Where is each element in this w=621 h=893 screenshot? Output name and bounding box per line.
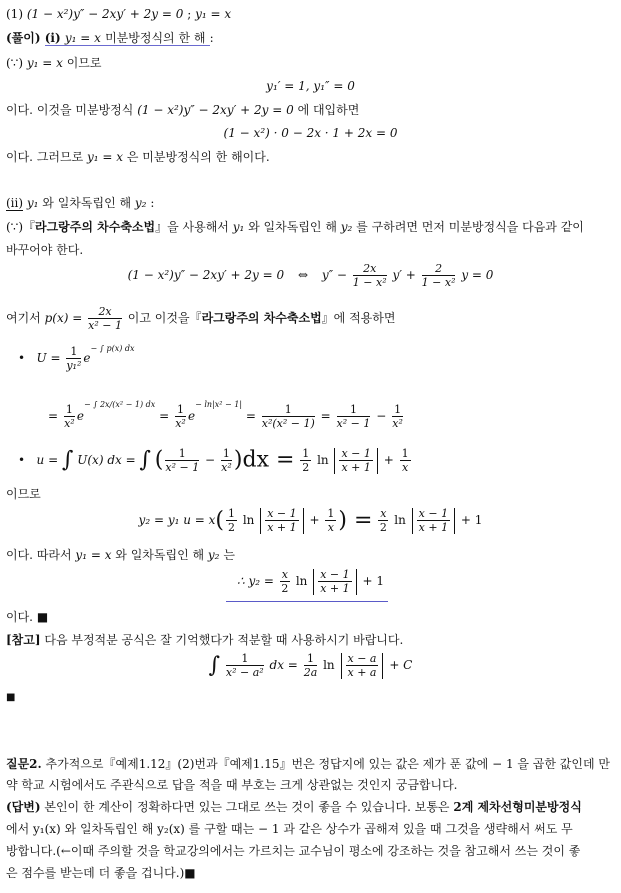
reference-formula: ∫ $\frac{1}{\text{x² − a²}}$ dx = $\frac{1}{2a}$ ln $\frac{x - a}{x + a}$ + C [208, 652, 413, 679]
standard-form-equation: (1 − x²)y″ − 2xy′ + 2y = 0 ⇔ y″ − $\frac{2x}{\text{1 − x²}}$ y′ + $\frac{2}{\text{1 − x²}}$ y = 0 [127, 262, 494, 289]
answer-line-1: (답변) 본인이 한 계산이 정확하다면 있는 그대로 쓰는 것이 좋을 수 있습니다. 보통은 2계 제차선형미분방정식 [6, 800, 582, 814]
final-intro-line: 이다. 따라서 y₁ = x 와 일차독립인 해 y₂ 는 [6, 548, 235, 562]
since-symbol: (∵) [6, 56, 23, 70]
fraction: $\frac{x - a}{x + a}$ [347, 652, 377, 679]
answer-line-3: 방합니다.(←이때 주의할 것을 학교강의에서는 가르치는 교수님이 평소에 강조하는 것을 참고해서 쓰는 것이 좋 [6, 844, 581, 858]
fraction: $\frac{x - 1}{x + 1}$ [418, 507, 449, 534]
transform-line: 바꾸어야 한다. [6, 243, 84, 257]
end-mark: ■ [6, 692, 16, 703]
therefore-line: 이므로 [6, 487, 41, 501]
substituted-equation: (1 − x²) · 0 − 2x · 1 + 2x = 0 [223, 126, 398, 140]
U-expansion: = $\frac{1}{\text{x²}}$ $e^{- \int 2x/(x^2 - 1) dx}$ = $\frac{1}{\text{x²}}$ $e^{- ln|x^2 - 1|}$ = $\frac{1}{\text{x²(x² − 1)}}$ = $\frac{1}{\text{x² − 1}}$ − $\frac{1}{\text{x²}}$ [48, 400, 403, 430]
fraction: $\frac{1}{2}$ [302, 447, 310, 474]
solution-label: (풀이) [6, 31, 41, 45]
fraction: $\frac{1}{x}$ [401, 447, 409, 474]
answer-line-4: 은 점수를 받는데 더 좋을 겁니다.)■ [6, 866, 196, 880]
fraction: $\frac{2}{\text{1 − x²}}$ [421, 262, 456, 289]
since-line [6, 55, 101, 71]
fraction: $\frac{1}{2a}$ [303, 652, 318, 679]
problem-line [6, 6, 231, 22]
since-tail: 이므로 [66, 56, 102, 70]
fraction: $\frac{1}{\text{x²}}$ [64, 403, 75, 430]
final-answer: ∴ y₂ = $\frac{x}{2}$ ln $\frac{x - 1}{x + 1}$ + 1 [237, 568, 384, 595]
fraction: $\frac{1}{\text{x² − 1}}$ [165, 447, 200, 474]
problem-number: (1) [6, 7, 23, 21]
U-equation: • U = $\frac{1}{\text{y₁²}}$ $e^{- \int p(x) dx}$ [18, 344, 135, 372]
substitute-line: 이다. 이것을 미분방정식 (1 − x²)y″ − 2xy′ + 2y = 0 에 대입하면 [6, 103, 360, 117]
y1-equals-x: y₁ = x [26, 56, 63, 70]
conclusion-i-line: 이다. 그러므로 y₁ = x 은 미분방정식의 한 해이다. [6, 150, 270, 164]
fraction: $\frac{1}{\text{x²}}$ [221, 447, 232, 474]
fraction: $\frac{1}{\text{x² − a²}}$ [225, 652, 264, 679]
fraction: $\frac{1}{x}$ [327, 507, 335, 534]
fraction: $\frac{x - 1}{x + 1}$ [341, 447, 371, 474]
question-line-2: 약 학교 시험에서도 주관식으로 답을 적을 때 부호는 크게 상관없는 것인지 궁금합니다. [6, 778, 458, 792]
part-ii-heading: (ii) y₁ 와 일차독립인 해 y₂ : [6, 196, 155, 210]
fraction: $\frac{x - 1}{x + 1}$ [320, 568, 350, 595]
fraction: $\frac{1}{\text{y₁²}}$ [66, 345, 82, 372]
fraction: $\frac{1}{\text{x²}}$ [175, 403, 186, 430]
fraction: $\frac{1}{2}$ [228, 507, 235, 534]
lagrange-line: (∵)『라그랑주의 차수축소법』을 사용해서 y₁ 와 일차독립인 해 y₂ 를 구하려면 먼저 미분방정식을 다음과 같이 [6, 220, 584, 234]
problem-equation: (1 − x²)y″ − 2xy′ + 2y = 0 [26, 7, 184, 21]
end-of-solution: 이다. ■ [6, 610, 49, 624]
reference-line: [참고] 다음 부정적분 공식은 잘 기억했다가 적분할 때 사용하시기 바랍니다. [6, 633, 404, 647]
fraction: $\frac{x}{2}$ [379, 507, 387, 534]
u-equation: • u = ∫ U(x) dx = ∫ ( $\frac{1}{\text{x² − 1}}$ − $\frac{1}{\text{x²}}$ )dx = $\frac{1}{2}$ ln $\frac{x - 1}{x + 1}$ + $\frac{1}{x}$ [18, 447, 409, 474]
p-definition-line: 여기서 p(x) = $\frac{2x}{\text{x² − 1}}$ 이고 이것을『라그랑주의 차수축소법』에 적용하면 [6, 305, 396, 332]
fraction: $\frac{x - 1}{x + 1}$ [267, 507, 297, 534]
answer-line-2: 에서 y₁(x) 와 일차독립인 해 y₂(x) 를 구할 때는 − 1 과 같은 상수가 곱해져 있을 때 그것을 생략해서 써도 무 [6, 822, 573, 836]
fraction: $\frac{2x}{\text{x² − 1}}$ [88, 305, 122, 332]
answer-underline [226, 601, 388, 602]
y2-derivation: y₂ = y₁ u = x( $\frac{1}{2}$ ln $\frac{x - 1}{x + 1}$ + $\frac{1}{x}$ ) = $\frac{x}{2}$ ln $\frac{x - 1}{x + 1}$ + 1 [138, 507, 483, 534]
problem-y1: y₁ = x [195, 7, 232, 21]
fraction: $\frac{1}{\text{x²(x² − 1)}}$ [261, 403, 315, 430]
fraction: $\frac{x}{2}$ [281, 568, 289, 595]
fraction: $\frac{2x}{\text{1 − x²}}$ [352, 262, 387, 289]
solution-heading: (풀이) (i) y₁ = x 미분방정식의 한 해 : [6, 31, 214, 45]
question-line-1: 질문2. 추가적으로『예제1.12』(2)번과『예제1.15』번은 정답지에 있는 값은 제가 푼 값에 − 1 을 곱한 값인데 만 [6, 757, 610, 771]
problem-separator: ; [187, 7, 192, 21]
solution-part-i: (i) y₁ = x 미분방정식의 한 해 [45, 31, 210, 46]
fraction: $\frac{1}{\text{x²}}$ [392, 403, 403, 430]
fraction: $\frac{1}{\text{x² − 1}}$ [336, 403, 371, 430]
derivatives-equation: y₁′ = 1, y₁″ = 0 [266, 79, 355, 93]
